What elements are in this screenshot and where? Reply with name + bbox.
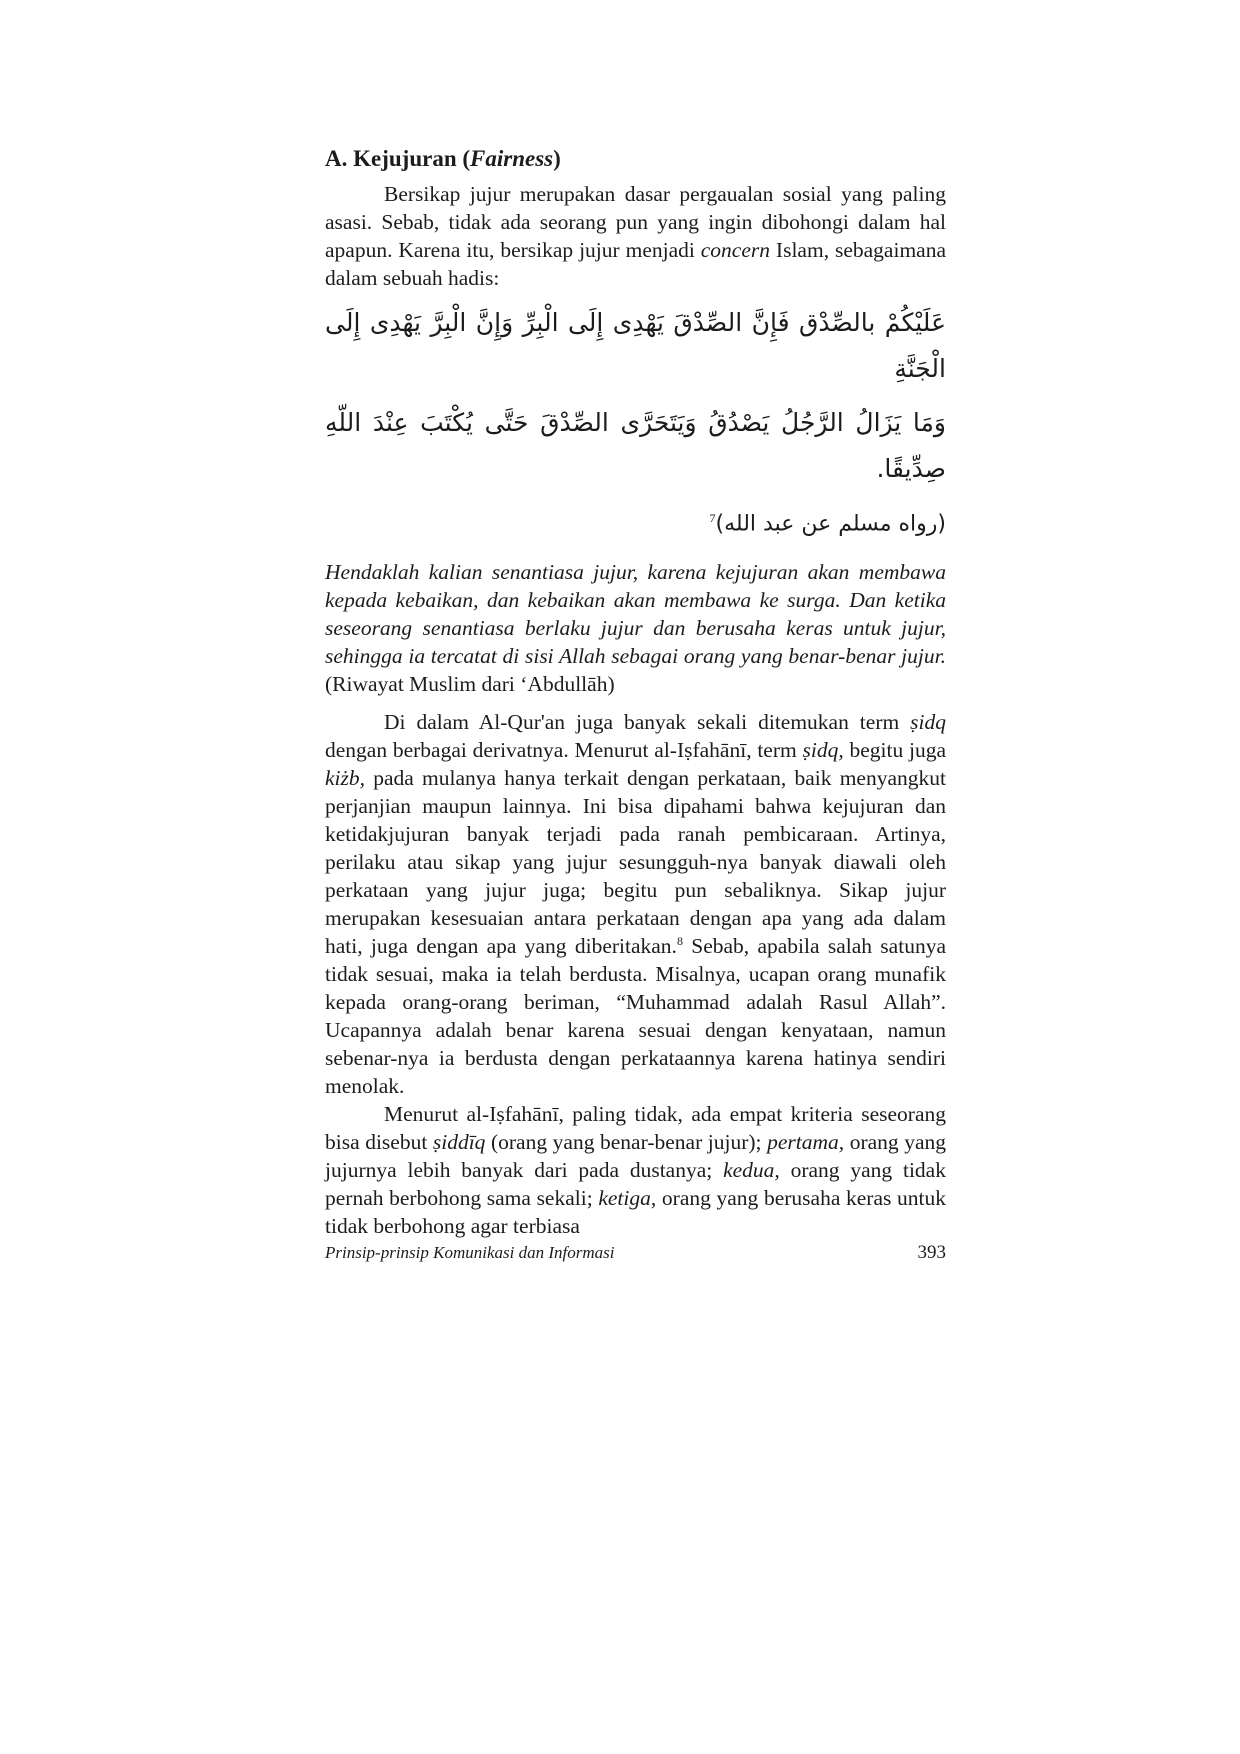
page-footer bbox=[325, 1242, 946, 1264]
paragraph-intro: Bersikap jujur merupakan dasar pergaualan sosial yang paling asasi. Sebab, tidak ada seorang pun yang ingin dibohongi dalam hal apapun. Karena itu, bersikap jujur menjadi concern Islam, sebagaimana dalam sebuah hadis: bbox=[325, 182, 947, 290]
page-number: 393 bbox=[917, 1242, 946, 1263]
page-body bbox=[325, 144, 946, 1240]
paragraph-criteria: Menurut al-Iṣfahānī, paling tidak, ada empat kriteria seseorang bisa disebut ṣiddīq (orang yang benar-benar jujur); pertama, orang yang jujurnya lebih banyak dari pada dustanya; kedua, orang yang tidak pernah berbohong sama sekali; ketiga, orang yang berusaha keras untuk tidak berbohong agar terbiasa bbox=[325, 1102, 946, 1239]
hadith-line-1: عَلَيْكُمْ بالصِّدْق فَإِنَّ الصِّدْقَ يَهْدِى إِلَى الْبِرِّ وَإِنَّ الْبِرَّ يَهْدِى إِلَى الْجَنَّةِ bbox=[325, 308, 946, 383]
footnote-ref: 8 bbox=[676, 934, 683, 949]
footnote-ref: 7 bbox=[709, 511, 716, 525]
section-heading: A. Kejujuran (Fairness) bbox=[325, 146, 561, 171]
hadith-source: (رواه مسلم عن عبد الله)$^7$ bbox=[709, 511, 946, 537]
running-title: Prinsip-prinsip Komunikasi dan Informasi bbox=[325, 1243, 615, 1262]
heading-emphasis: Fairness bbox=[470, 146, 554, 171]
paragraph-sidq: Di dalam Al-Qur'an juga banyak sekali ditemukan term ṣidq dengan berbagai derivatnya. Menurut al-Iṣfahānī, term ṣidq, begitu juga kiżb, pada mulanya hanya terkait dengan perkataan, baik menyangkut perjanjian maupun lainnya. Ini bisa dipahami bahwa kejujuran dan ketidakjujuran banyak terjadi pada ranah pembicaraan. Artinya, perilaku atau sikap yang jujur sesungguh-nya banyak diawali oleh perkataan yang jujur juga; begitu pun sebaliknya. Sikap jujur merupakan kesesuaian antara perkataan dengan apa yang ada dalam hati, juga dengan apa yang diberitakan.$^8$ Sebab, apabila salah satunya tidak sesuai, maka ia telah berdusta. Misalnya, ucapan orang munafik kepada orang-orang beriman, “Muhammad adalah Rasul Allah”. Ucapannya adalah benar karena sesuai dengan kenyataan, namun sebenar-nya ia berdusta dengan perkataannya karena hatinya sendiri menolak. bbox=[325, 710, 946, 1099]
italic-term: concern bbox=[700, 238, 771, 262]
hadith-translation: Hendaklah kalian senantiasa jujur, karena kejujuran akan membawa kepada kebaikan, dan kebaikan akan membawa ke surga. Dan ketika seseorang senantiasa berlaku jujur dan berusaha keras untuk jujur, sehingga ia tercatat di sisi Allah sebagai orang yang benar-benar jujur. (Riwayat Muslim dari ‘Abdullāh) bbox=[325, 560, 946, 697]
hadith-line-2: وَمَا يَزَالُ الرَّجُلُ يَصْدُقُ وَيَتَحَرَّى الصِّدْقَ حَتَّى يُكْتَبَ عِنْدَ اللّهِ صِدِّيقًا. bbox=[325, 408, 946, 483]
translation-source: (Riwayat Muslim dari ‘Abdullāh) bbox=[325, 672, 615, 697]
